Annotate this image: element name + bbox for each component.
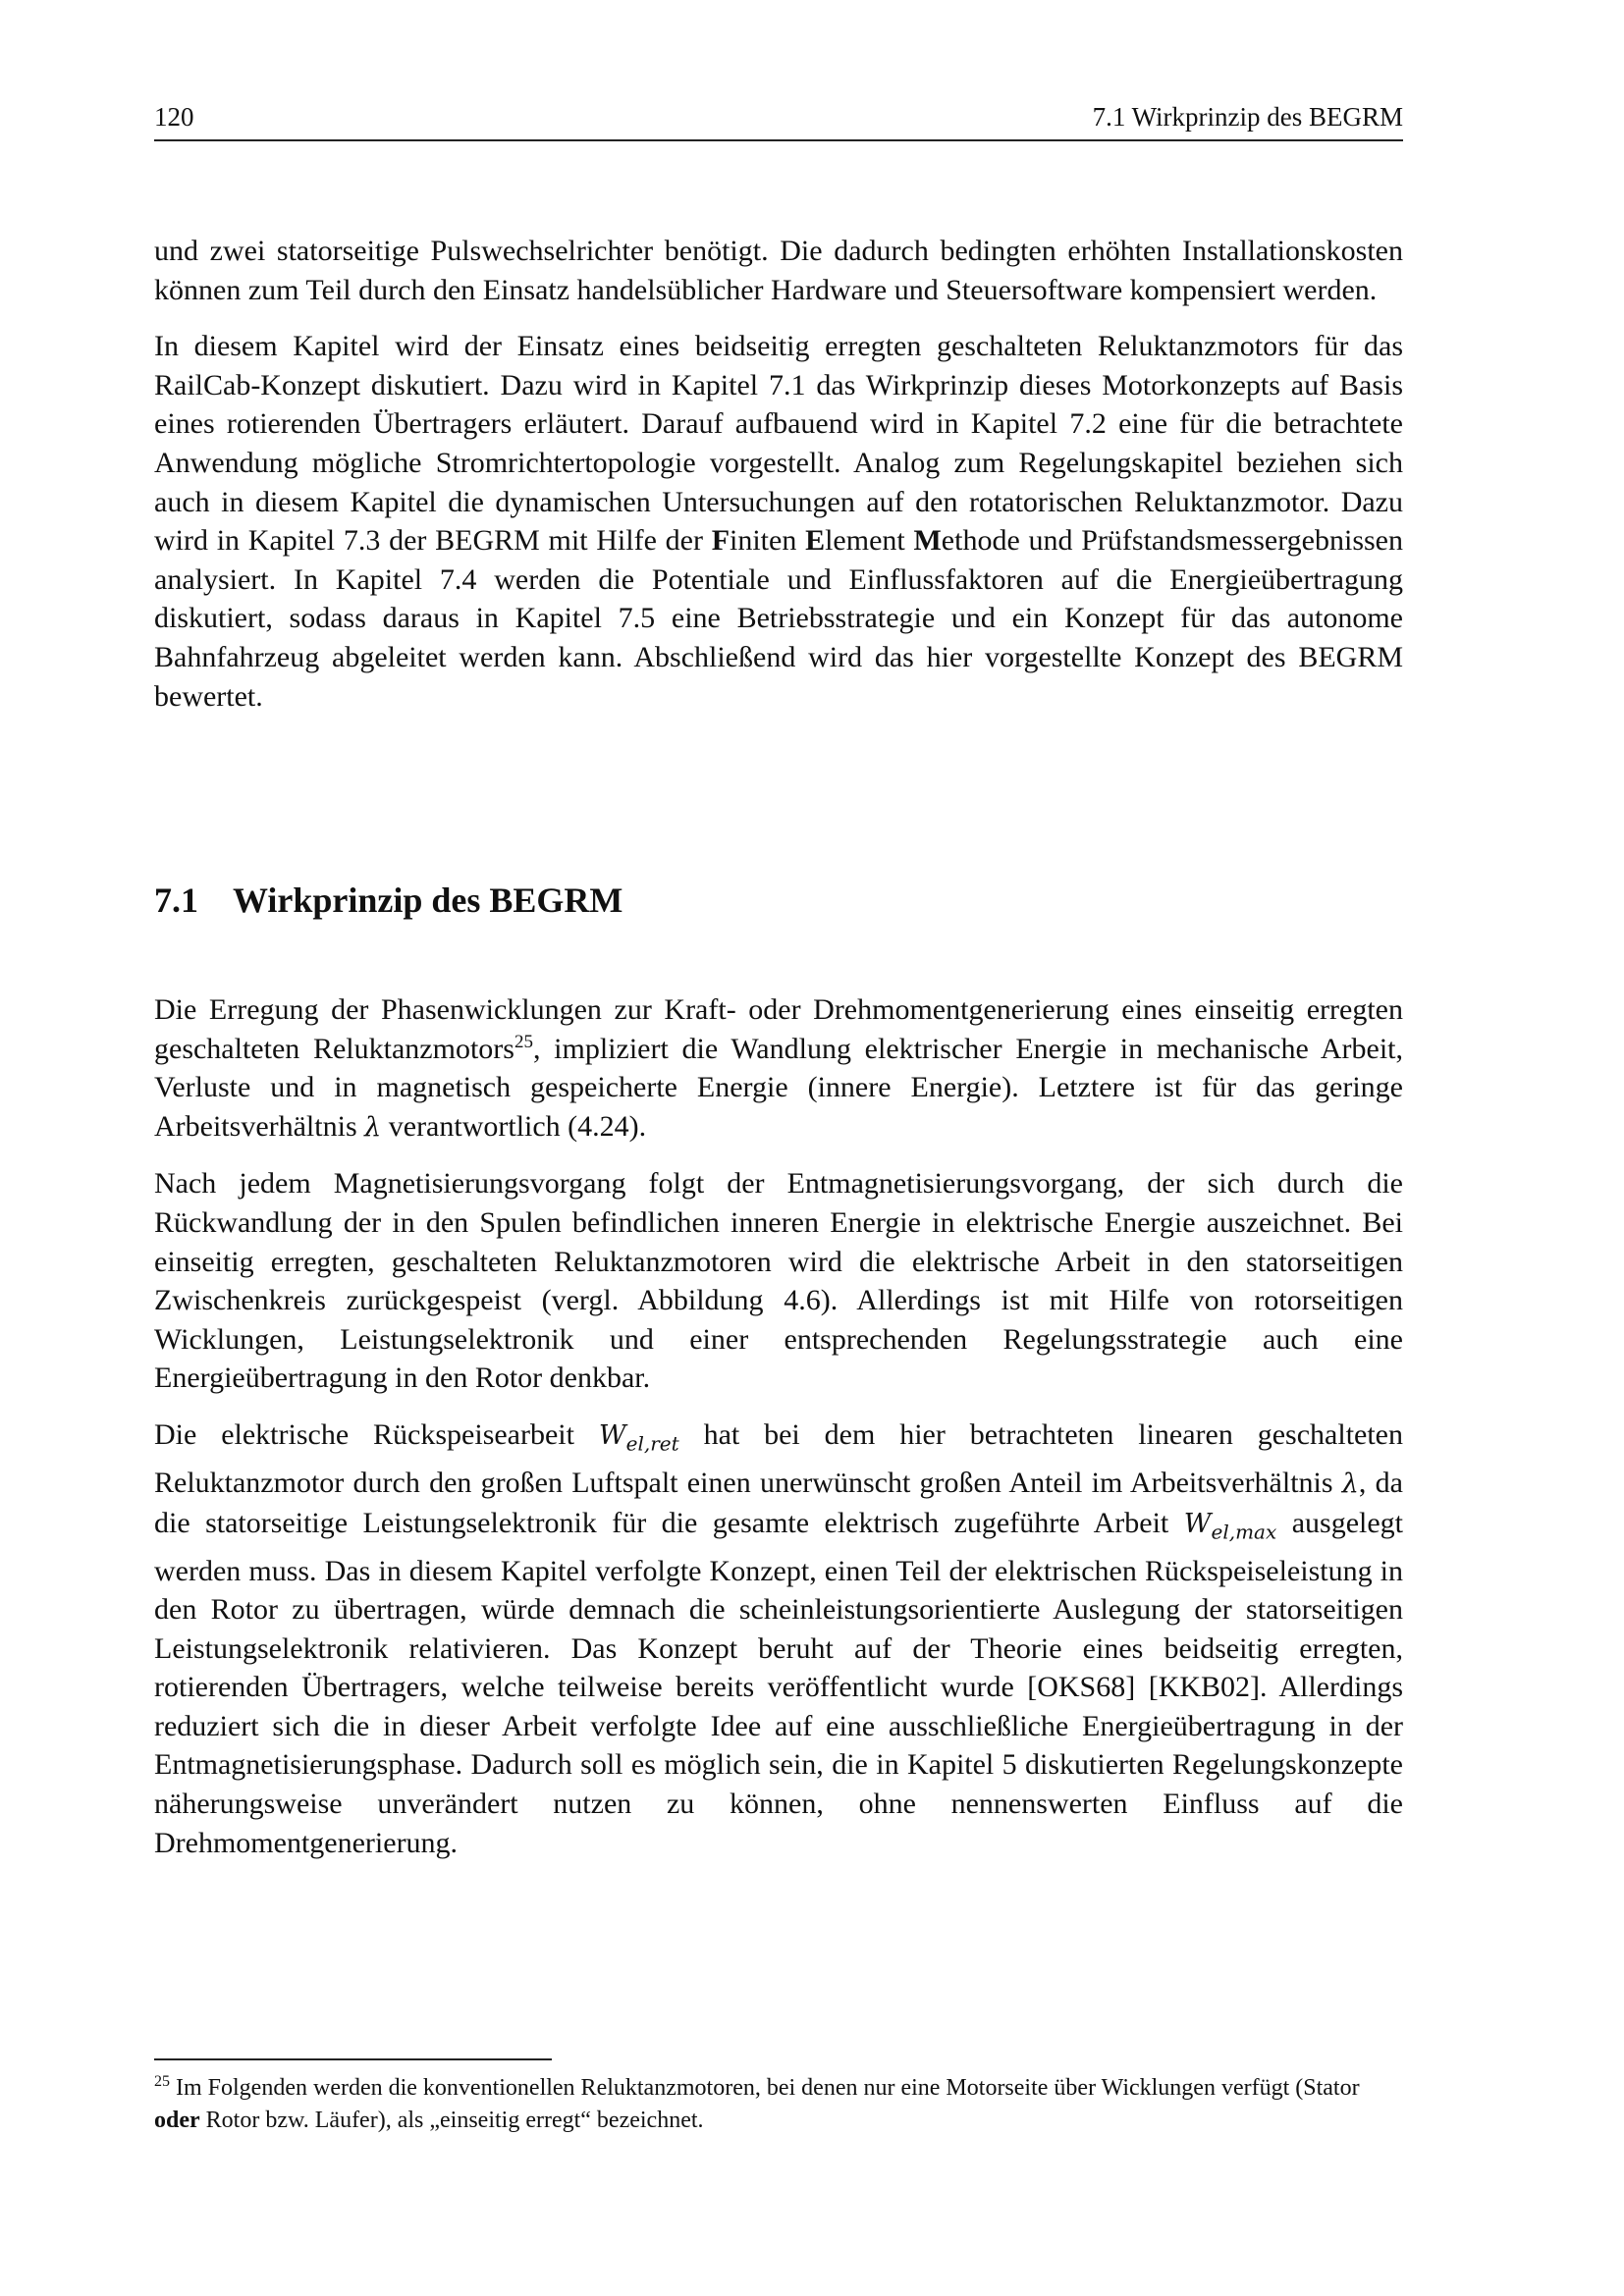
page-number: 120 xyxy=(154,102,194,132)
footnote-divider xyxy=(154,2058,552,2060)
paragraph-3-part-a: Die elektrische Rückspeisearbeit xyxy=(154,1417,599,1451)
fem-word-finiten: initen xyxy=(730,524,806,558)
intro-paragraph-2 xyxy=(154,327,1403,716)
w-symbol-2: W xyxy=(1183,1508,1212,1539)
running-chapter-title: 7.1 Wirkprinzip des BEGRM xyxy=(1092,102,1403,132)
paragraph-1-part-c: verantwortlich (4.24). xyxy=(381,1109,647,1143)
section-paragraph-2: Nach jedem Magnetisierungsvorgang folgt der Entmagnetisierungsvorgang, der sich durch die Rückwandlung der in den Spulen befindlichen inneren Energie in elektrische Energie auszeichnet. Bei einseitig erregten, geschalteten Reluktanzmotoren wird die elektrische Arbeit in den statorseitigen Zwischenkreis zurückgespeist (vergl. Abbildung 4.6). Allerdings ist mit Hilfe von rotorseitigen Wicklungen, Leistungselektronik und einer entsprechenden Regelungsstrategie auch eine Energieübertragung in den Rotor denkbar. xyxy=(154,1167,1403,1395)
footnote xyxy=(154,2072,1403,2137)
w-symbol: W xyxy=(598,1419,626,1451)
footnote-reference: 25 xyxy=(514,1031,533,1052)
intro-paragraph-2-part-a: In diesem Kapitel wird der Einsatz eines beidseitig erregten geschalteten Reluktanzmotors für das RailCab-Konzept diskutiert. Dazu wird in Kapitel 7.1 das Wirkprinzip dieses Motorkonzepts auf Basis eines rotierenden Übertragers erläutert. Darauf aufbauend wird in Kapitel 7.2 eine für die betrachtete Anwendung mögliche Stromrichtertopologie vorgestellt. Analog zum Regelungskapitel beziehen sich auch in diesem Kapitel die dynamischen Untersuchungen auf den rotatorischen Reluktanzmotor. Dazu wird in Kapitel 7.3 der BEGRM mit Hilfe der xyxy=(154,330,1403,558)
paragraph-3-part-b: hat bei dem hier betrachteten linearen geschalteten Reluktanzmotor durch den großen Luftspalt einen unerwünscht großen Anteil im Arbeitsverhältnis xyxy=(154,1417,1403,1499)
footnote-text-part-a: Im Folgenden werden die konventionellen Reluktanzmotoren, bei denen nur eine Motorseite über Wicklungen verfügt (Stator xyxy=(170,2075,1360,2101)
w-el-max-formula xyxy=(1183,1508,1277,1543)
fem-word-element: lement xyxy=(825,524,914,558)
paragraph-1-part-a: Die Erregung der Phasenwicklungen zur Kraft- oder Drehmomentgenerierung eines einseitig erregten geschalteten Reluktanzmotors xyxy=(154,993,1403,1065)
section-body xyxy=(154,990,1403,1880)
paragraph-1-part-b: , impliziert die Wandlung elektrischer Energie in mechanische Arbeit, Verluste und in magnetisch gespeicherte Energie (innere Energie). Letztere ist für das geringe Arbeitsverhältnis xyxy=(154,1032,1403,1143)
section-number: 7.1 xyxy=(154,881,198,920)
running-header xyxy=(154,98,1403,141)
paragraph-3-part-c: , da die statorseitige Leistungselektronik für die gesamte elektrisch zugeführte Arbeit xyxy=(154,1466,1403,1539)
document-page xyxy=(154,0,1403,2296)
w-ret-subscript: el,ret xyxy=(625,1431,679,1456)
intro-text xyxy=(154,232,1403,733)
section-paragraph-1 xyxy=(154,990,1403,1147)
lambda-symbol: λ xyxy=(364,1111,382,1143)
section-paragraph-3 xyxy=(154,1415,1403,1862)
w-max-subscript: el,max xyxy=(1211,1519,1277,1543)
intro-paragraph-1: und zwei statorseitige Pulswechselrichter benötigt. Die dadurch bedingten erhöhten Installationskosten können zum Teil durch den Einsatz handelsüblicher Hardware und Steuersoftware kompensiert werden. xyxy=(154,235,1403,306)
footnote-bold-word: oder xyxy=(154,2108,200,2133)
fem-initial-e: E xyxy=(805,524,826,558)
lambda-symbol-2: λ xyxy=(1341,1468,1359,1499)
fem-word-methode: ethode xyxy=(941,524,1020,558)
paragraph-3-part-d: ausgelegt werden muss. Das in diesem Kapitel verfolgte Konzept, einen Teil der elektrischen Rückspeiseleistung in den Rotor zu übertragen, würde demnach die scheinleistungsorientierte Auslegung der statorseitigen Leistungselektronik relativieren. Das Konzept beruht auf der Theorie eines beidseitig erregten, rotierenden Übertragers, welche teilweise bereits veröffentlicht wurde [OKS68] [KKB02]. Allerdings reduziert sich die in dieser Arbeit verfolgte Idee auf eine ausschließliche Energieübertragung in der Entmagnetisierungsphase. Dadurch soll es möglich sein, die in Kapitel 5 diskutierten Regelungskonzepte näherungsweise unverändert nutzen zu können, ohne nennenswerten Einfluss auf die Drehmomentgenerierung. xyxy=(154,1506,1403,1859)
section-title: Wirkprinzip des BEGRM xyxy=(233,881,623,920)
intro-paragraph-2-part-b: und Prüfstandsmessergebnissen analysiert. In Kapitel 7.4 werden die Potentiale und Einflussfaktoren auf die Energieübertragung diskutiert, sodass daraus in Kapitel 7.5 eine Betriebsstrategie und ein Konzept für das autonome Bahnfahrzeug abgeleitet werden kann. Abschließend wird das hier vorgestellte Konzept des BEGRM bewertet. xyxy=(154,524,1403,713)
fem-initial-f: F xyxy=(711,524,731,558)
w-el-ret-formula xyxy=(598,1419,679,1456)
section-heading xyxy=(154,877,623,924)
footnote-text-part-b: Rotor bzw. Läufer), als „einseitig erregt“ bezeichnet. xyxy=(199,2108,704,2133)
footnote-marker: 25 xyxy=(154,2073,170,2090)
fem-initial-m: M xyxy=(913,524,942,558)
